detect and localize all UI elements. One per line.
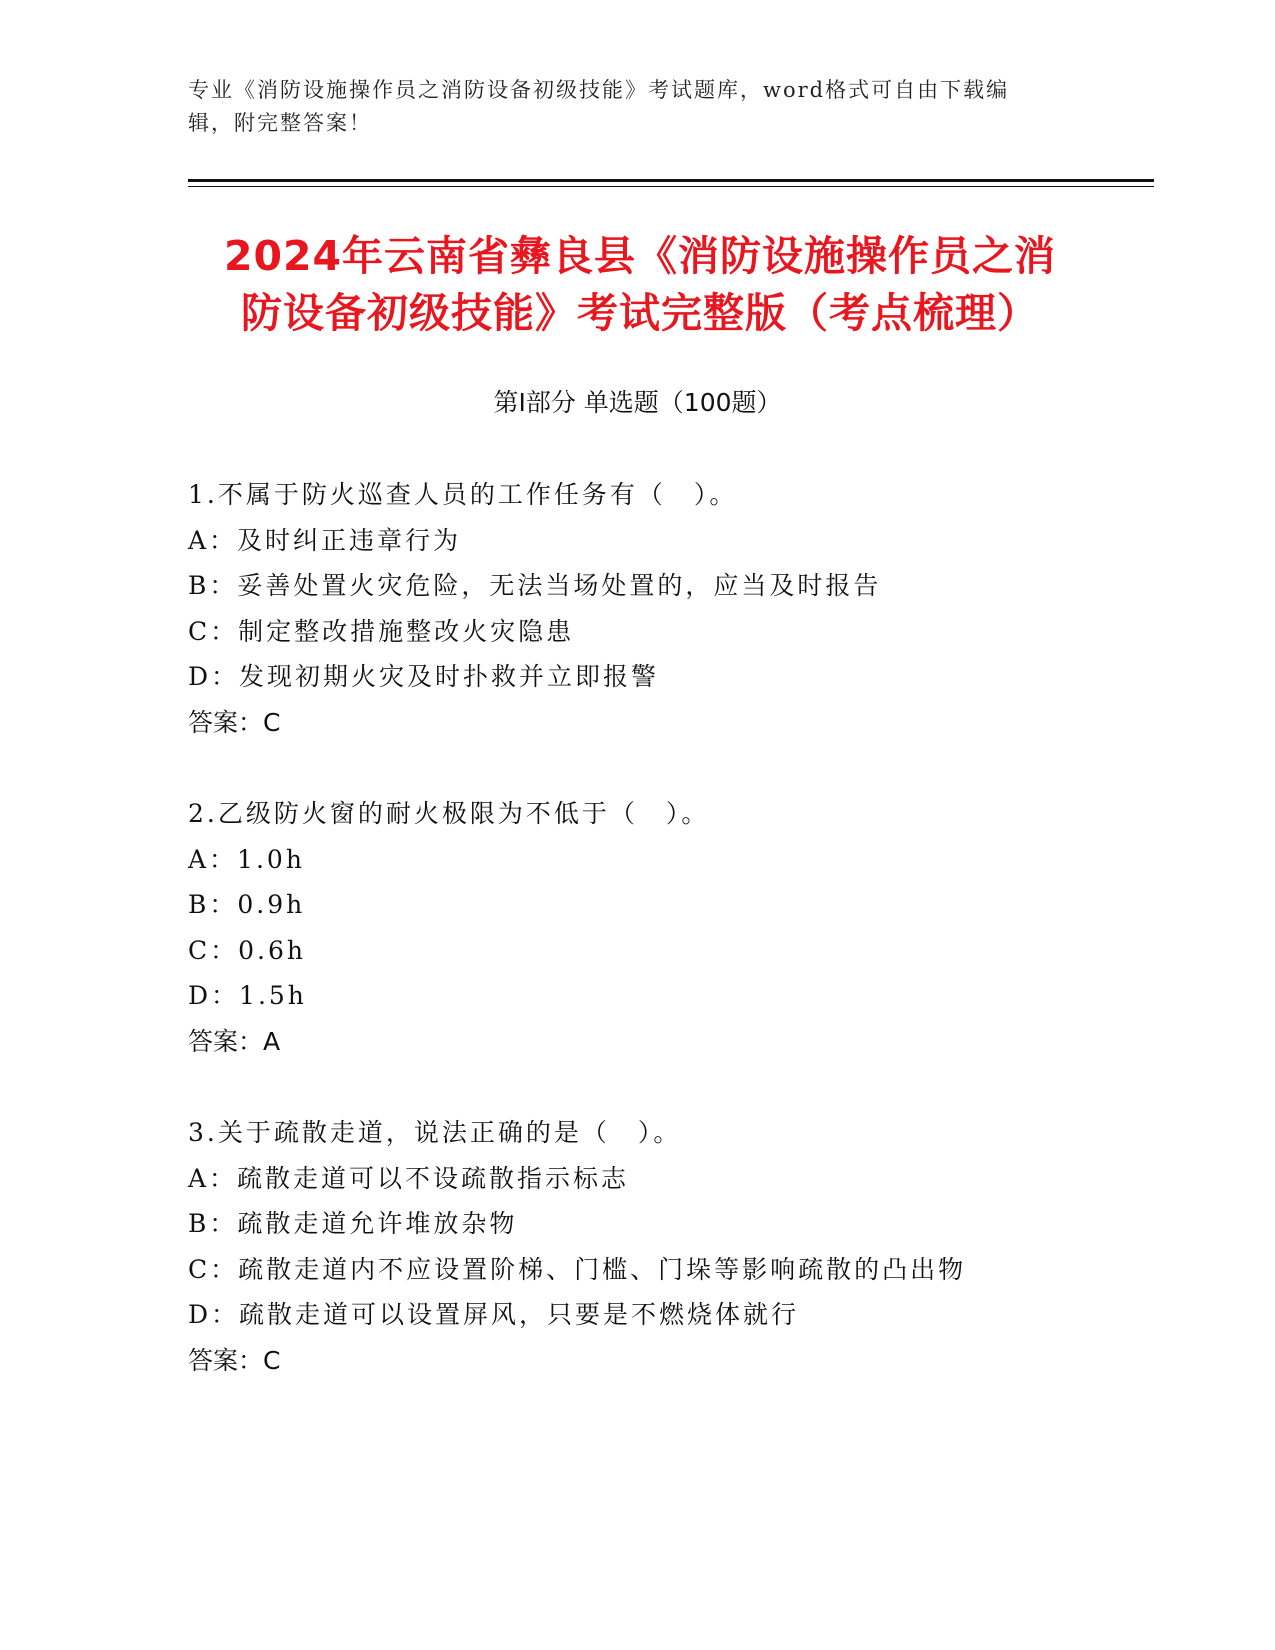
header-note	[188, 74, 1088, 140]
question-stem: 2.乙级防火窗的耐火极限为不低于（ ）。	[188, 799, 710, 828]
option-b: B：疏散走道允许堆放杂物	[188, 1209, 518, 1238]
answer: 答案：A	[188, 1026, 281, 1056]
question-stem: 3.关于疏散走道，说法正确的是（ ）。	[188, 1118, 682, 1147]
option-c: C：疏散走道内不应设置阶梯、门槛、门垛等影响疏散的凸出物	[188, 1254, 967, 1284]
option-d: D：1.5h	[188, 981, 307, 1010]
header-note-line-2: 辑，附完整答案！	[188, 111, 372, 135]
option-b: B：妥善处置火灾危险，无法当场处置的，应当及时报告	[188, 571, 882, 600]
question-3	[188, 1110, 1148, 1383]
document-title	[160, 228, 1120, 342]
answer: 答案：C	[188, 707, 281, 737]
option-d: D：发现初期火灾及时扑救并立即报警	[188, 662, 660, 691]
section-heading: 第Ⅰ部分 单选题（100题）	[493, 388, 782, 417]
header-note-line-1: 专业《消防设施操作员之消防设备初级技能》考试题库，word格式可自由下载编	[188, 78, 1010, 102]
option-a: A：疏散走道可以不设疏散指示标志	[188, 1163, 630, 1193]
option-c: C：制定整改措施整改火灾隐患	[188, 616, 575, 646]
answer: 答案：C	[188, 1345, 281, 1375]
option-b: B：0.9h	[188, 890, 306, 919]
question-1	[188, 472, 1148, 745]
question-stem: 1.不属于防火巡查人员的工作任务有（ ）。	[188, 480, 738, 509]
header-divider-thin	[188, 186, 1154, 187]
question-2	[188, 791, 1148, 1064]
option-d: D：疏散走道可以设置屏风，只要是不燃烧体就行	[188, 1300, 800, 1329]
document-title-line-1: 2024年云南省彝良县《消防设施操作员之消	[223, 232, 1057, 280]
document-title-line-2: 防设备初级技能》考试完整版（考点梳理）	[241, 289, 1039, 337]
header-divider-thick	[188, 179, 1154, 182]
option-a: A：1.0h	[188, 844, 305, 874]
option-a: A：及时纠正违章行为	[188, 525, 462, 555]
option-c: C：0.6h	[188, 935, 306, 965]
